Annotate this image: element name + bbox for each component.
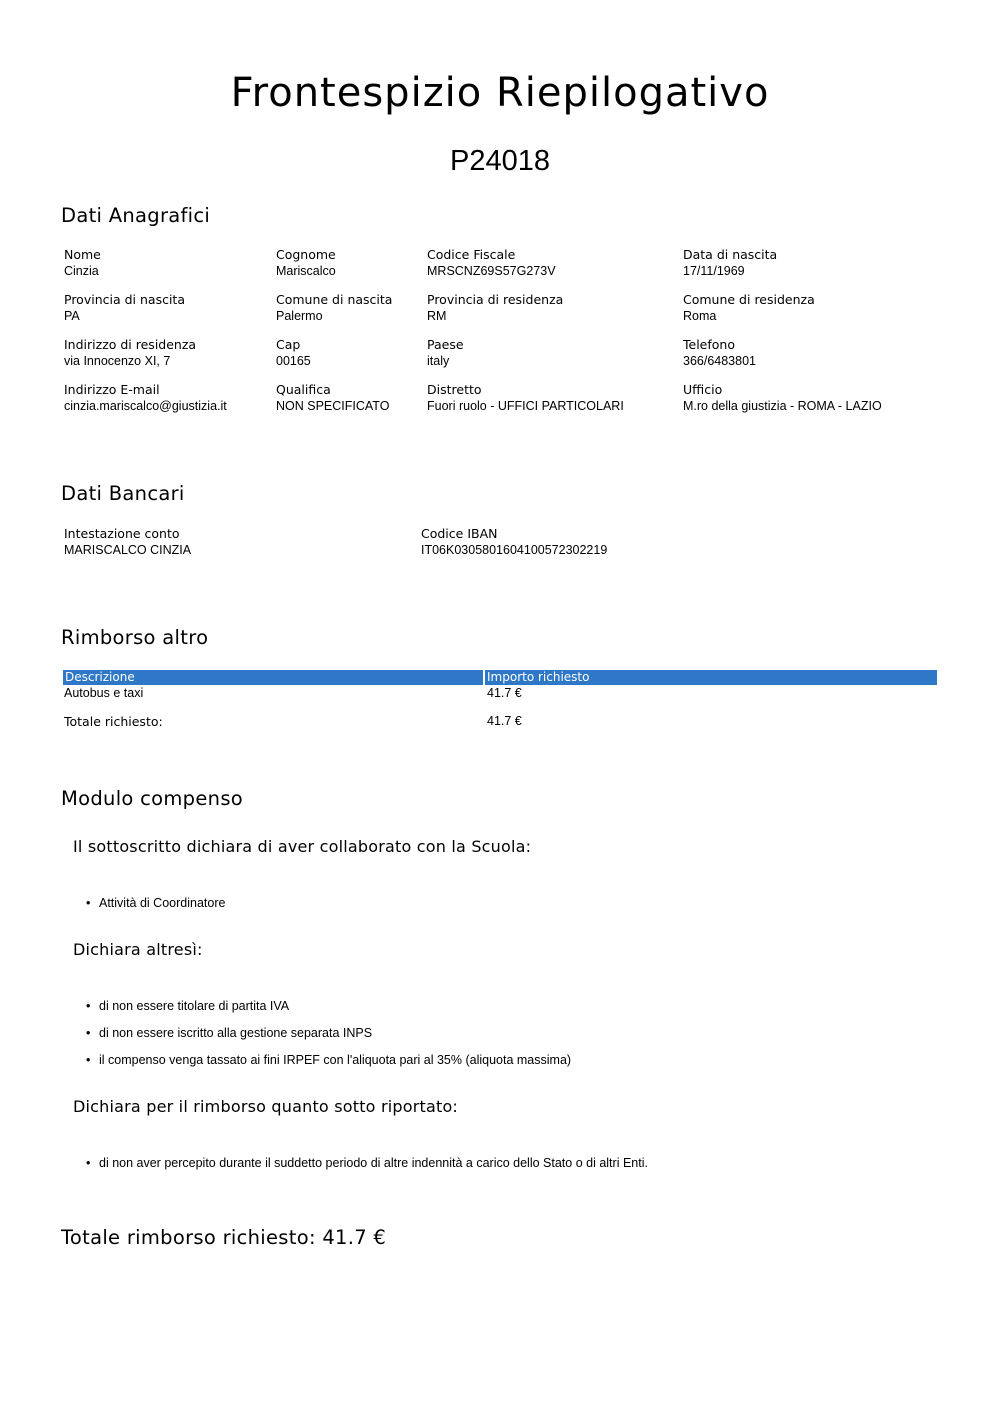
field-codice-fiscale [427, 246, 556, 280]
field-label: Indirizzo di residenza [64, 337, 197, 352]
field-label: Paese [427, 337, 464, 352]
field-value: 366/6483801 [683, 354, 756, 368]
field-provincia-residenza [427, 291, 563, 325]
field-value: 00165 [276, 354, 311, 368]
bullet-icon: • [86, 896, 91, 910]
field-label: Intestazione conto [64, 526, 180, 541]
section-heading-anagrafica: Dati Anagrafici [61, 204, 211, 227]
field-value: RM [427, 309, 447, 323]
field-label: Ufficio [683, 382, 723, 397]
field-value: MARISCALCO CINZIA [64, 543, 192, 557]
field-value: Roma [683, 309, 717, 323]
column-header-importo: Importo richiesto [485, 670, 937, 685]
list-item-text: di non essere iscritto alla gestione separata INPS [99, 1026, 373, 1040]
field-ufficio [683, 381, 882, 415]
section-heading-bancari: Dati Bancari [61, 482, 185, 505]
field-value: MRSCNZ69S57G273V [427, 264, 556, 278]
field-label: Nome [64, 247, 101, 262]
field-label: Data di nascita [683, 247, 778, 262]
field-value: IT06K0305801604100572302219 [421, 543, 608, 557]
field-intestazione-conto [64, 525, 191, 559]
list-item-dichiara [86, 1053, 571, 1067]
field-label: Cap [276, 337, 301, 352]
field-label: Indirizzo E-mail [64, 382, 160, 397]
field-label: Provincia di nascita [64, 292, 185, 307]
list-item-dichiara [86, 1026, 372, 1040]
rimborso-dichiara-heading: Dichiara per il rimborso quanto sotto riportato: [73, 1097, 459, 1116]
table-cell-descrizione: Autobus e taxi [64, 686, 144, 700]
field-telefono [683, 336, 756, 370]
field-value: NON SPECIFICATO [276, 399, 390, 413]
field-cap [276, 336, 311, 370]
field-distretto [427, 381, 624, 415]
list-item-text: Attività di Coordinatore [99, 896, 226, 910]
field-email [64, 381, 227, 415]
field-label: Codice Fiscale [427, 247, 516, 262]
total-label: Totale richiesto: [64, 714, 163, 729]
section-heading-rimborso: Rimborso altro [61, 626, 209, 649]
field-comune-nascita [276, 291, 392, 325]
field-label: Comune di nascita [276, 292, 393, 307]
list-item-text: il compenso venga tassato ai fini IRPEF con l'aliquota pari al 35% (aliquota massima) [99, 1053, 572, 1067]
list-item-text: di non essere titolare di partita IVA [99, 999, 290, 1013]
field-value: italy [427, 354, 450, 368]
field-label: Provincia di residenza [427, 292, 564, 307]
field-label: Telefono [683, 337, 735, 352]
field-value: Palermo [276, 309, 323, 323]
field-provincia-nascita [64, 291, 185, 325]
bullet-icon: • [86, 1053, 91, 1067]
field-qualifica [276, 381, 389, 415]
field-value: Mariscalco [276, 264, 336, 278]
table-cell-importo: 41.7 € [487, 686, 522, 700]
field-label: Codice IBAN [421, 526, 498, 541]
field-value: via Innocenzo XI, 7 [64, 354, 171, 368]
field-value: PA [64, 309, 80, 323]
bullet-icon: • [86, 1156, 91, 1170]
field-comune-residenza [683, 291, 815, 325]
field-label: Qualifica [276, 382, 331, 397]
modulo-intro: Il sottoscritto dichiara di aver collaborato con la Scuola: [73, 837, 532, 856]
list-item-activity [86, 896, 225, 910]
field-label: Comune di residenza [683, 292, 815, 307]
field-value: M.ro della giustizia - ROMA - LAZIO [683, 399, 882, 413]
column-header-descrizione: Descrizione [63, 670, 483, 685]
field-label: Cognome [276, 247, 336, 262]
field-value: cinzia.mariscalco@giustizia.it [64, 399, 227, 413]
field-value: Fuori ruolo - UFFICI PARTICOLARI [427, 399, 624, 413]
field-value: 17/11/1969 [683, 264, 745, 278]
list-item-dichiara [86, 999, 289, 1013]
field-iban [421, 525, 607, 559]
section-heading-modulo: Modulo compenso [61, 787, 244, 810]
field-data-nascita [683, 246, 777, 280]
field-nome [64, 246, 101, 280]
rimborso-table-header [63, 670, 937, 685]
field-indirizzo-residenza [64, 336, 196, 370]
total-value: 41.7 € [487, 714, 522, 728]
field-value: Cinzia [64, 264, 99, 278]
field-cognome [276, 246, 336, 280]
bullet-icon: • [86, 999, 91, 1013]
totale-rimborso: Totale rimborso richiesto: 41.7 € [61, 1226, 387, 1249]
bullet-icon: • [86, 1026, 91, 1040]
field-paese [427, 336, 464, 370]
document-title: Frontespizio Riepilogativo [230, 70, 770, 116]
dichiara-heading: Dichiara altresì: [73, 940, 203, 959]
list-item-rimborso [86, 1156, 648, 1170]
field-label: Distretto [427, 382, 482, 397]
document-code: P24018 [450, 145, 550, 177]
list-item-text: di non aver percepito durante il suddetto periodo di altre indennità a carico dello Stato o di altri Enti. [99, 1156, 648, 1170]
